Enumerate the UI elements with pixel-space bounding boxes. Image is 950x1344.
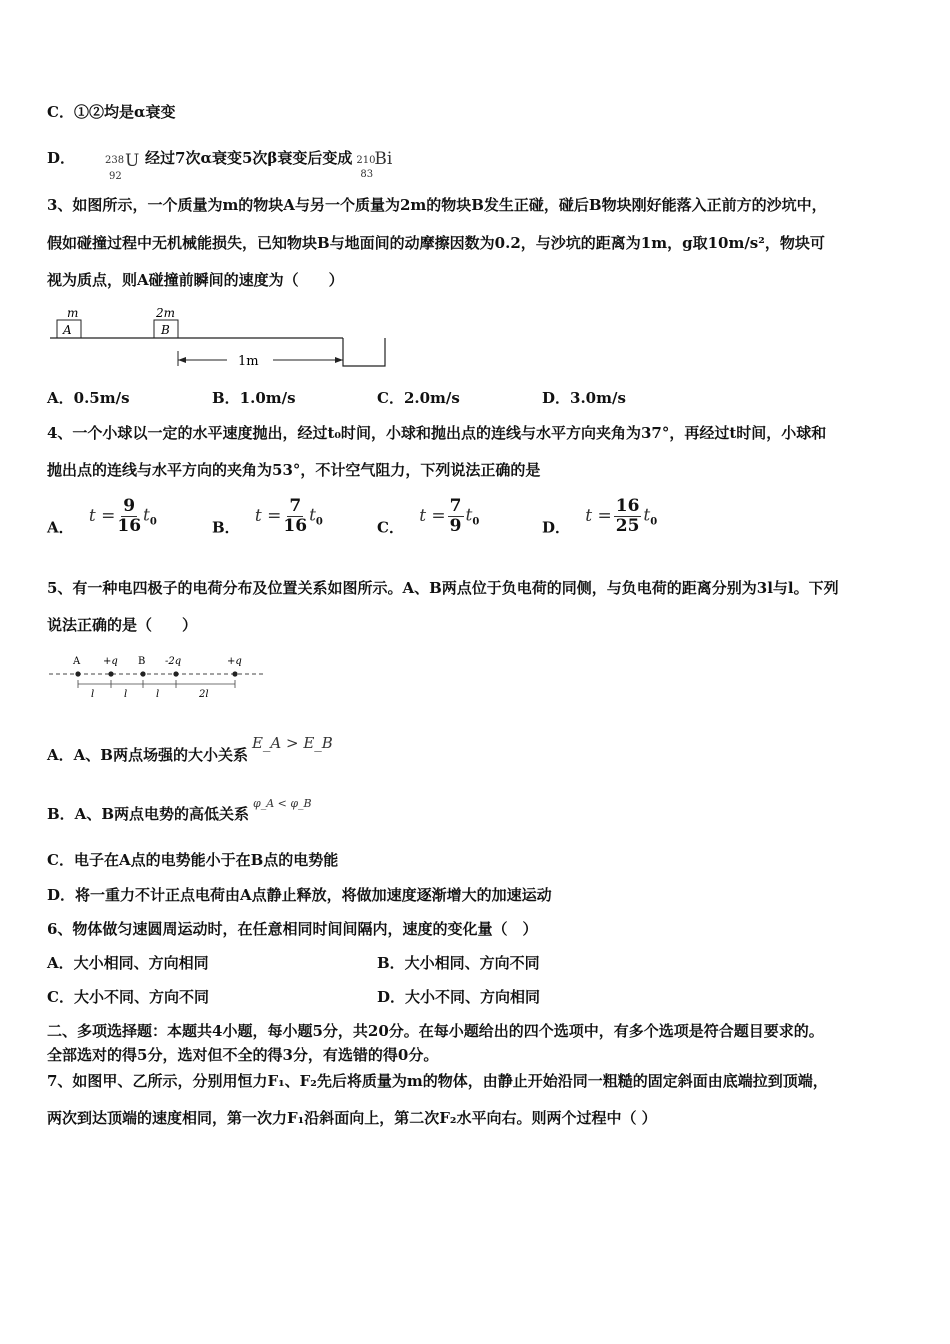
q4-option-a-label: A． xyxy=(47,518,74,537)
label-minus-2q: -2q xyxy=(165,656,182,667)
fraction-denominator: 9 xyxy=(449,516,462,536)
span-3: l xyxy=(156,689,160,700)
span-4: 2l xyxy=(199,689,209,700)
q4-option-c-lhs: t = xyxy=(419,505,446,526)
label-plus-q-1: +q xyxy=(103,656,118,667)
q3-option-d: D．3.0m/s xyxy=(542,389,626,407)
fraction-numerator: 16 xyxy=(615,496,640,516)
charge-plus-q-2 xyxy=(232,671,237,676)
block-a-label: A xyxy=(63,323,72,337)
q5-stem-line2: 说法正确的是（ ） xyxy=(47,616,198,634)
section2-heading-line2: 全部选对的得5分，选对但不全的得3分，有选错的得0分。 xyxy=(47,1046,439,1064)
q2-option-d-text: 经过7次α衰变5次β衰变后变成 xyxy=(145,149,353,167)
q6-stem: 6、物体做匀速圆周运动时，在任意相同时间间隔内，速度的变化量（ ） xyxy=(47,920,538,938)
block-b-mass: 2m xyxy=(156,306,176,320)
q5-option-d: D．将一重力不计正点电荷由A点静止释放，将做加速度逐渐增大的加速运动 xyxy=(47,886,552,904)
q4-option-c-label: C． xyxy=(377,518,404,537)
bi-mass-number: 210 xyxy=(356,155,376,166)
u-atomic-number: 92 xyxy=(109,171,122,182)
arrowhead-left xyxy=(178,357,186,363)
label-point-a: A xyxy=(73,656,81,667)
q4-option-a xyxy=(47,497,157,538)
fraction-denominator: 16 xyxy=(283,516,308,536)
fraction-numerator: 7 xyxy=(449,496,462,516)
q3-option-b: B．1.0m/s xyxy=(212,389,296,407)
q4-option-b-lhs: t = xyxy=(254,505,282,526)
fraction-denominator: 25 xyxy=(615,516,640,536)
fraction-denominator: 16 xyxy=(117,516,142,536)
q5-option-c: C．电子在A点的电势能小于在B点的电势能 xyxy=(47,851,339,869)
q3-option-a: A．0.5m/s xyxy=(47,389,130,407)
q4-option-a-fraction xyxy=(117,497,141,536)
q5-quadrupole-figure xyxy=(45,650,270,702)
q4-option-b-sub: 0 xyxy=(315,516,323,528)
q4-option-c xyxy=(377,497,479,538)
bi-atomic-number: 83 xyxy=(360,169,374,180)
point-a xyxy=(75,671,80,676)
q3-collision-figure xyxy=(45,303,395,373)
label-plus-q-2: +q xyxy=(227,656,242,667)
point-b xyxy=(140,671,145,676)
distance-label: 1m xyxy=(238,354,259,369)
q4-option-c-var: t xyxy=(465,505,473,526)
block-a-mass: m xyxy=(67,306,79,320)
q4-option-d xyxy=(542,497,657,538)
span-2: l xyxy=(124,689,128,700)
q4-option-c-sub: 0 xyxy=(472,516,480,528)
q4-option-c-fraction xyxy=(448,497,464,536)
q5-option-a-text: A．A、B两点场强的大小关系 xyxy=(47,746,248,764)
q3-stem-line1: 3、如图所示，一个质量为m的物块A与另一个质量为2m的物块B发生正碰，碰后B物块刚好能落入正前方的沙坑中， xyxy=(47,196,827,214)
arrowhead-right xyxy=(335,357,343,363)
q6-option-a: A．大小相同、方向相同 xyxy=(47,954,209,972)
q4-option-d-label: D． xyxy=(542,518,571,537)
sand-pit xyxy=(343,338,385,366)
charge-minus-2q xyxy=(173,671,178,676)
q5-option-b-text: B．A、B两点电势的高低关系 xyxy=(47,805,249,823)
q4-stem-line1: 4、一个小球以一定的水平速度抛出，经过t₀时间，小球和抛出点的连线与水平方向夹角为37°，再经过t时间，小球和 xyxy=(47,424,827,442)
q5-option-a xyxy=(47,734,333,765)
q4-option-d-fraction xyxy=(614,497,642,536)
q6-option-c: C．大小不同、方向不同 xyxy=(47,988,209,1006)
section2-heading-line1: 二、多项选择题：本题共4小题，每小题5分，共20分。在每小题给出的四个选项中，有多个选项是符合题目要求的。 xyxy=(47,1022,824,1040)
label-point-b: B xyxy=(138,656,146,667)
charge-plus-q-1 xyxy=(108,671,113,676)
block-b-label: B xyxy=(161,323,170,337)
q4-option-b xyxy=(212,497,323,538)
u-symbol: U xyxy=(125,151,140,171)
u-mass-number: 238 xyxy=(105,155,125,166)
q4-option-a-sub: 0 xyxy=(149,516,157,528)
q4-option-d-var: t xyxy=(643,505,651,526)
q5-option-a-formula: E_A > E_B xyxy=(251,734,333,752)
q3-option-c: C．2.0m/s xyxy=(377,389,460,407)
q3-stem-line2: 假如碰撞过程中无机械能损失，已知物块B与地面间的动摩擦因数为0.2，与沙坑的距离为1m，g取10m/s²，物块可 xyxy=(47,234,825,252)
q7-stem-line2: 两次到达顶端的速度相同，第一次力F₁沿斜面向上，第二次F₂水平向右。则两个过程中（ ） xyxy=(47,1109,657,1127)
q6-option-b: B．大小相同、方向不同 xyxy=(377,954,540,972)
q4-option-d-sub: 0 xyxy=(650,516,658,528)
q3-stem-line3: 视为质点，则A碰撞前瞬间的速度为（ ） xyxy=(47,271,344,289)
q4-stem-line2: 抛出点的连线与水平方向的夹角为53°，不计空气阻力，下列说法正确的是 xyxy=(47,461,541,479)
q4-option-a-lhs: t = xyxy=(88,505,116,526)
span-1: l xyxy=(91,689,95,700)
q2-option-d xyxy=(47,148,393,182)
q2-option-c: C．①②均是α衰变 xyxy=(47,103,176,121)
fraction-numerator: 7 xyxy=(289,496,302,516)
q4-option-d-lhs: t = xyxy=(585,505,612,526)
q4-option-b-var: t xyxy=(309,505,316,526)
q5-option-b-formula: φ_A < φ_B xyxy=(253,797,312,810)
q7-stem-line1: 7、如图甲、乙所示，分别用恒力F₁、F₂先后将质量为m的物体，由静止开始沿同一粗糙的固定斜面由底端拉到顶端， xyxy=(47,1072,828,1090)
q2-option-d-label: D． xyxy=(47,149,76,167)
q4-option-b-label: B． xyxy=(212,518,240,537)
q5-stem-line1: 5、有一种电四极子的电荷分布及位置关系如图所示。A、B两点位于负电荷的同侧，与负电荷的距离分别为3l与l。下列 xyxy=(47,579,839,597)
q6-option-d: D．大小不同、方向相同 xyxy=(377,988,541,1006)
bi-symbol: Bi xyxy=(374,149,393,169)
q4-option-a-var: t xyxy=(143,505,150,526)
fraction-numerator: 9 xyxy=(123,496,136,516)
q4-option-b-fraction xyxy=(283,497,307,536)
